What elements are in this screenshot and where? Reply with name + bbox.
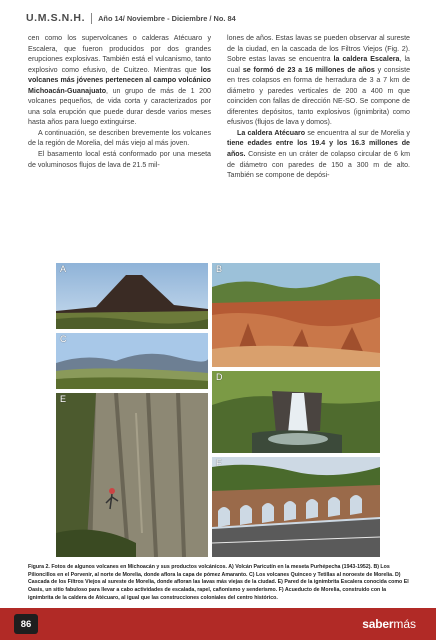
photo-label: E bbox=[60, 394, 67, 404]
figure-caption bbox=[28, 564, 410, 603]
paragraph bbox=[28, 33, 211, 128]
issue-info: Año 14/ Noviembre - Diciembre / No. 84 bbox=[98, 13, 236, 23]
text-run: se encuentra al sur de Morelia y bbox=[305, 128, 410, 137]
bold-text: tiene edades entre los 19.4 y los 16.3 millones de años. bbox=[227, 139, 410, 159]
bold-text: la caldera Escalera bbox=[333, 55, 400, 64]
right-column bbox=[227, 33, 410, 257]
text-run: lones de años. Estas lavas se pueden observar al sureste de la ciudad, en la cascada de los Filtros Viejos (Fig. 2). Sobre estas lavas se encuentra bbox=[227, 34, 410, 64]
bold-text: La caldera Atécuaro bbox=[237, 128, 306, 137]
paragraph bbox=[227, 33, 410, 128]
left-column bbox=[28, 33, 211, 257]
photo-label: B bbox=[216, 264, 223, 274]
text-run: , la cual bbox=[227, 55, 410, 74]
text-run: El basamento local está conformado por una meseta de voluminosos flujos de lava de 21.5 mil- bbox=[28, 150, 211, 169]
university-brand: U.M.S.N.H. bbox=[26, 12, 86, 24]
photo-label: C bbox=[60, 334, 67, 344]
bold-text: se formó de 23 a 16 millones de años bbox=[242, 65, 375, 74]
photo-a-volcano bbox=[56, 263, 208, 329]
photo-label: D bbox=[216, 372, 223, 382]
paragraph bbox=[28, 128, 211, 149]
logo-text-mas: más bbox=[393, 617, 416, 631]
bold-text: los volcanes más jóvenes pertenecen al campo volcánico Michoacán-Guanajuato bbox=[28, 65, 211, 95]
running-header bbox=[26, 10, 236, 26]
text-run: Consiste en un cráter de colapso circular de 6 km de diámetro con paredes de 150 a 300 m de alto. También se compone de depósi- bbox=[227, 150, 410, 180]
logo-text-saber: saber bbox=[362, 617, 394, 631]
photo-label: F bbox=[216, 458, 222, 468]
paragraph bbox=[28, 149, 211, 170]
text-run: , un grupo de más de 1 200 volcanes pequeños, de vida corta y caracterizados por una sola erupción que puede durar desde varios meses hasta años para luego extinguirse. bbox=[28, 86, 211, 127]
photo-c-valley bbox=[56, 333, 208, 389]
text-run: A continuación, se describen brevemente los volcanes de la región de Morelia, del más viejo al más joven. bbox=[28, 128, 211, 148]
photo-b-cliffs bbox=[212, 263, 380, 367]
body-columns bbox=[28, 33, 410, 257]
photo-collage bbox=[56, 263, 380, 557]
photo-e-rockwall bbox=[56, 393, 208, 557]
text-run: cen como los supervolcanes o calderas Atécuaro y Escalera, que fueron producidos por dos grandes erupciones explosivas. También está el vulcanismo, tanto explosivo como efusivo, de Cuitzeo. Mientras que bbox=[28, 34, 211, 74]
paragraph bbox=[227, 128, 410, 181]
caption-text: Figura 2. Fotos de algunos volcanes en Michoacán y sus productos volcánicos. A) Volcán Paricutín en la meseta Purhépecha (1943-1952). B) Los Pilioncillos en el Porvenir, al norte de Morelia, donde aflora la capa de pómez Amaranto. C) Los volcanes Quinceo y Tetillas al noroeste de Morelia. D) Cascada de los Filtros Viejos al sureste de Morelia, donde afloran las lavas más viejas de la ciudad. E) Pared de la ignimbrita Escalera conocida como El Oasis, un sitio fabuloso para llevar a cabo actividades de escalada, rapel, cañonismo y senderismo. F) Acueducto de Morelia, construido con la ignimbrita de la caldera de Atécuaro, al igual que las construcciones coloniales del centro histórico. bbox=[28, 564, 409, 601]
photo-f-aqueduct bbox=[212, 457, 380, 557]
text-run: y consiste en tres colapsos en forma de herradura de 3 a 7 km de diámetro y paredes verticales de 200 a 400 m que coinciden con fallas de dirección NE-SO. Se compone de diferentes depósitos, tanto explosivos (ignimbrita) como efusivos (flujos de lava y domos). bbox=[227, 65, 411, 127]
photo-label: A bbox=[60, 264, 67, 274]
header-divider bbox=[91, 13, 92, 24]
page-number: 86 bbox=[14, 614, 38, 634]
photo-d-waterfall bbox=[212, 371, 380, 453]
page-footer bbox=[0, 608, 436, 640]
sabermas-logo bbox=[362, 616, 416, 632]
